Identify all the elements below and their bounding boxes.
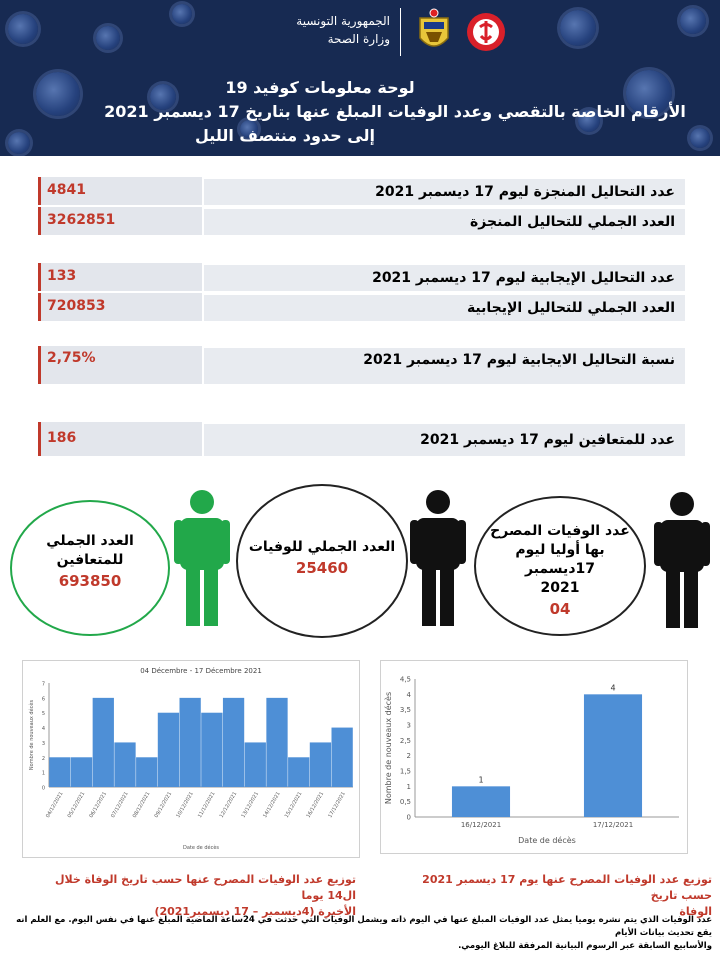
footnote: [0, 914, 712, 953]
total-recovered-circle: [10, 500, 170, 636]
bar: [93, 698, 114, 787]
bar: [71, 757, 92, 787]
bar: [180, 698, 201, 787]
y-tick-label: 0: [41, 785, 45, 792]
virus-decoration: [8, 14, 38, 44]
stat-row-daily-tests: [38, 177, 685, 205]
stat-row-total-positive: [38, 293, 685, 321]
virus-decoration: [560, 10, 596, 46]
y-tick-label: 7: [41, 681, 45, 688]
stat-label: العدد الجملي للتحاليل الإيجابية: [204, 293, 685, 321]
bar: [223, 698, 244, 787]
stat-value: 720853: [38, 293, 202, 321]
y-axis-label: Nombre de nouveaux décès: [384, 691, 393, 805]
virus-decoration: [96, 26, 120, 50]
bar: [136, 757, 157, 787]
bar: [310, 742, 331, 787]
y-tick-label: 2,5: [399, 736, 411, 745]
chart-14-days-svg: [23, 661, 359, 857]
x-tick-label: 07/12/2021: [110, 791, 130, 819]
y-tick-label: 6: [41, 696, 45, 703]
virus-decoration: [680, 8, 706, 34]
total-deaths-label: العدد الجملي للوفيات: [248, 539, 396, 555]
stat-value: 2,75%: [38, 346, 202, 384]
right-chart-caption-line2: الوفاة: [679, 905, 712, 918]
y-tick-label: 0,5: [399, 798, 411, 807]
bar: [201, 713, 222, 787]
left-chart-caption: [30, 872, 356, 920]
y-tick-label: 3,5: [399, 706, 411, 715]
y-tick-label: 1,5: [399, 767, 411, 776]
daily-deceased-person-icon: [652, 490, 712, 630]
x-tick-label: 17/12/2021: [327, 791, 347, 819]
x-tick-label: 04/12/2021: [44, 791, 65, 819]
stat-value: 3262851: [38, 207, 202, 235]
bar: [158, 713, 179, 787]
chart-daily-report-svg: [381, 661, 687, 853]
x-axis-label: Date de décès: [182, 845, 220, 851]
stat-row-positive-rate: [38, 346, 685, 384]
left-chart-caption-line1: توزيع عدد الوفيات المصرح عنها حسب تاريخ الوفاة خلال ال14 يوما: [55, 873, 356, 902]
footnote-line1: عدد الوفيات الذي يتم نشره يوميا يمثل عدد الوفيات المبلغ عنها في اليوم ذاته ويشمل الوفيات التي حدثت في 24ساعة الماضية المبلغ عنها في نفس اليوم. مع العلم انه يقع تحديث بيانات الأيام: [16, 915, 712, 938]
ministry-line2: وزارة الصحة: [327, 32, 390, 46]
daily-deaths-line3: 17ديسمبر: [525, 561, 595, 577]
x-tick-label: 11/12/2021: [196, 791, 217, 819]
stat-label: عدد التحاليل الإيجابية ليوم 17 ديسمبر 2021: [204, 263, 685, 291]
y-tick-label: 4: [41, 726, 45, 733]
tunisia-emblem-icon: [416, 8, 452, 56]
stat-label: نسبة التحاليل الايجابية ليوم 17 ديسمبر 2021: [204, 346, 685, 384]
x-tick-label: 10/12/2021: [175, 791, 195, 819]
y-tick-label: 3: [41, 740, 45, 747]
chart-daily-report: [380, 660, 688, 854]
x-tick-label: 08/12/2021: [131, 791, 152, 819]
x-tick-label: 05/12/2021: [66, 791, 87, 819]
recovered-person-icon: [172, 488, 232, 628]
stat-row-daily-recovered: [38, 422, 685, 456]
page-subtitle: الأرقام الخاصة بالتقصي وعدد الوفيات المبلغ عنها بتاريخ 17 ديسمبر 2021: [104, 102, 686, 121]
stat-value: 4841: [38, 177, 202, 205]
stat-label: عدد التحاليل المنجزة ليوم 17 ديسمبر 2021: [204, 177, 685, 205]
bar: [288, 757, 309, 787]
ministry-name: [296, 12, 390, 48]
bar: [266, 698, 287, 787]
ministry-line1: الجمهورية التونسية: [296, 14, 390, 28]
y-tick-label: 2: [41, 755, 45, 762]
y-tick-label: 2: [406, 752, 411, 761]
x-axis-label: Date de décès: [518, 836, 576, 845]
y-tick-label: 4: [406, 690, 411, 699]
y-axis-label: Nombre de nouveaux décès: [29, 699, 35, 771]
right-chart-caption: [392, 872, 712, 920]
bar: [452, 786, 510, 817]
right-chart-caption-line1: توزيع عدد الوفيات المصرح عنها يوم 17 ديسمبر 2021 حسب تاريخ: [422, 873, 712, 902]
total-recovered-label: العدد الجملي للمتعافين: [46, 533, 134, 568]
deceased-person-icon: [408, 488, 468, 628]
bar: [332, 728, 353, 787]
data-label: 4: [610, 683, 616, 693]
daily-deaths-line4: 2021: [540, 580, 580, 596]
data-label: 1: [478, 775, 484, 785]
x-tick-label: 06/12/2021: [88, 791, 109, 819]
bar: [245, 742, 266, 787]
header-separator: [400, 8, 401, 56]
virus-decoration: [172, 4, 192, 24]
y-tick-label: 3: [406, 721, 411, 730]
bar: [114, 742, 135, 787]
chart-14-days: [22, 660, 360, 858]
y-tick-label: 1: [406, 782, 411, 791]
daily-deaths-value: 04: [549, 600, 571, 618]
x-tick-label: 16/12/2021: [460, 821, 502, 829]
y-tick-label: 5: [41, 711, 45, 718]
bar: [49, 757, 70, 787]
total-deaths-value: 25460: [295, 559, 349, 577]
stat-value: 186: [38, 422, 202, 456]
header-titles: [0, 76, 720, 148]
x-tick-label: 09/12/2021: [153, 791, 174, 819]
x-tick-label: 14/12/2021: [262, 791, 282, 819]
stat-label: عدد للمتعافين ليوم 17 ديسمبر 2021: [204, 422, 685, 456]
page-subtitle-2: إلى حدود منتصف الليل: [195, 126, 375, 145]
footnote-line2: والأسابيع السابقة عبر الرسوم البيانية المرفقة للبلاغ اليومي.: [458, 941, 712, 951]
stat-label: العدد الجملي للتحاليل المنجزة: [204, 207, 685, 235]
y-tick-label: 0: [406, 813, 411, 822]
x-tick-label: 16/12/2021: [305, 791, 326, 819]
stat-row-daily-positive: [38, 263, 685, 291]
chart-title: 04 Décembre - 17 Décembre 2021: [140, 667, 262, 675]
page-title: لوحة معلومات كوفيد 19: [225, 78, 415, 97]
bar: [584, 694, 642, 817]
daily-deaths-line1: عدد الوفيات المصرح: [490, 523, 630, 539]
stat-row-total-tests: [38, 207, 685, 235]
left-chart-caption-line2: الأخيرة (4ديسمبر – 17 ديسمبر2021): [154, 905, 356, 918]
y-tick-label: 1: [41, 770, 45, 777]
daily-deaths-line2: بها أوليا ليوم: [515, 542, 605, 558]
total-recovered-value: 693850: [58, 572, 122, 590]
stat-value: 133: [38, 263, 202, 291]
x-tick-label: 12/12/2021: [218, 791, 239, 819]
y-tick-label: 4,5: [399, 675, 411, 684]
total-deaths-circle: [236, 484, 408, 638]
daily-deaths-circle: [474, 496, 646, 636]
x-tick-label: 13/12/2021: [240, 791, 261, 819]
header-banner: [0, 0, 720, 156]
health-logo-icon: [466, 12, 506, 52]
x-tick-label: 17/12/2021: [592, 821, 634, 829]
x-tick-label: 15/12/2021: [283, 791, 304, 819]
